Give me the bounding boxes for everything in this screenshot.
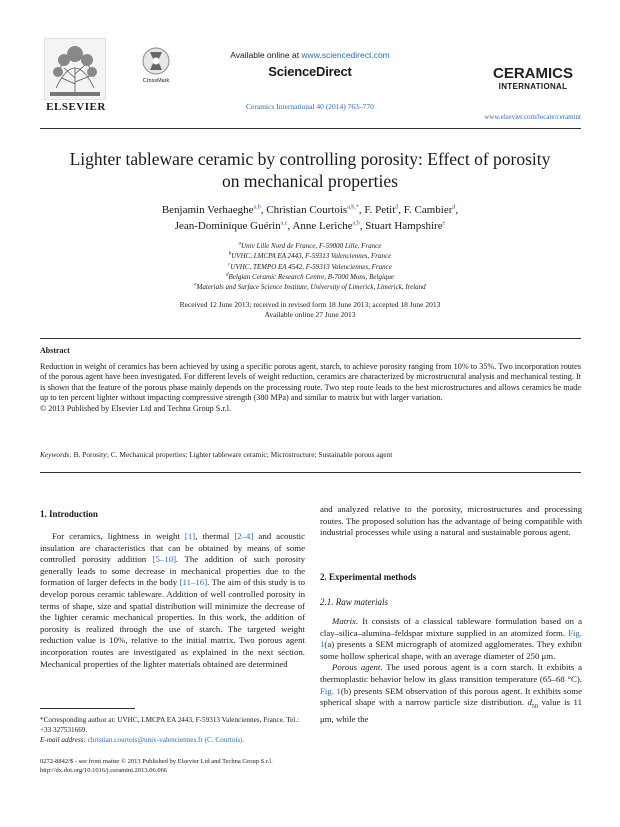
citation-link[interactable]: [5–10] xyxy=(152,554,177,565)
author-name: Anne Leriche xyxy=(292,220,353,232)
title-divider xyxy=(40,338,581,339)
author-affiliation-link[interactable]: d xyxy=(395,204,399,211)
author-affiliation-link[interactable]: a,c xyxy=(280,220,288,227)
affiliation-marker: e xyxy=(194,282,197,288)
affiliation-item xyxy=(80,282,540,292)
affiliation-text: Belgian Ceramic Research Centre, B-7000 Mons, Belgique xyxy=(228,272,394,281)
matrix-paragraph xyxy=(320,616,582,662)
abstract-text: Reduction in weight of ceramics has been achieved by using a specific porous agent, starch, to achieve porosity ranging from 10% to 35%. Two incorporation routes of the porous agent have been investigated. For different levels of weight reduction, ceramics are characterized by microstructural analysis and mechanical testing. It is shown that the feature of the porous phase mainly depends on the processing route. Two step route leads to the best microstructures and allows ceramics be made up to ten percent lighter without impacting compressive strength (380 MPa) and similar to matrix but with larger variation. xyxy=(40,362,581,403)
matrix-text: It consists of a classical tableware formulation based on a clay–silica–alumina–feldspar mixture supplied in an atomized form. xyxy=(320,616,582,638)
email-label: E-mail address: xyxy=(40,736,88,744)
figure-link[interactable]: Fig. 1 xyxy=(320,685,341,696)
d50-symbol: d xyxy=(527,697,532,708)
intro-text: For ceramics, lightness in weight xyxy=(52,531,185,541)
abstract-divider xyxy=(40,472,581,473)
available-prefix: Available online at xyxy=(230,50,302,60)
author-name: Jean-Dominique Guérin xyxy=(174,220,281,232)
porous-agent-label: Porous agent. xyxy=(332,662,383,673)
affiliation-text: Univ Lille Nord de France, F-59000 Lille, France xyxy=(241,242,382,250)
elsevier-wordmark: ELSEVIER xyxy=(46,101,106,113)
front-matter-footer xyxy=(40,757,370,775)
article-title: Lighter tableware ceramic by controlling porosity: Effect of porosity on mechanical properties xyxy=(69,149,551,191)
abstract-heading: Abstract xyxy=(40,346,70,355)
abstract-copyright: © 2013 Published by Elsevier Ltd and Techna Group S.r.l. xyxy=(40,403,232,413)
author-separator: , xyxy=(358,204,365,216)
affiliation-item xyxy=(80,241,540,251)
author-name: Benjamin Verhaeghe xyxy=(161,204,254,216)
email-link[interactable]: christian.courtois@univ-valenciennes.fr (C. Courtois). xyxy=(87,736,245,744)
author-separator: , xyxy=(455,204,459,216)
author-name: F. Petit xyxy=(364,204,396,216)
affiliation-item xyxy=(80,262,540,272)
sciencedirect-logo: ScienceDirect xyxy=(268,64,352,79)
affiliation-marker: c xyxy=(228,262,231,268)
affiliation-item xyxy=(80,272,540,282)
sciencedirect-link[interactable]: www.sciencedirect.com xyxy=(301,50,390,60)
journal-url-link[interactable]: www.elsevier.com/locate/ceramint xyxy=(484,113,581,121)
citation-link[interactable]: [2–4] xyxy=(234,531,254,541)
author-separator: , xyxy=(359,220,366,232)
author-affiliation-link[interactable]: e xyxy=(442,220,446,227)
intro-text: , thermal xyxy=(195,531,235,541)
available-online-line xyxy=(200,50,420,60)
author-name: Christian Courtois xyxy=(266,204,348,216)
author-affiliation-link[interactable]: d xyxy=(452,204,456,211)
author-name: Stuart Hampshire xyxy=(365,220,443,232)
header-divider xyxy=(40,128,581,129)
author-affiliation-link[interactable]: a,b,* xyxy=(347,204,359,211)
received-dates: Received 12 June 2013; received in revised form 18 June 2013; accepted 18 June 2013 xyxy=(179,300,441,309)
author-affiliation-link[interactable]: a,b xyxy=(352,220,360,227)
porous-text: value is 11 μm, while the xyxy=(320,697,582,724)
left-column-text xyxy=(40,531,305,670)
affiliation-item xyxy=(80,251,540,261)
citation-link[interactable]: [1] xyxy=(184,531,196,541)
corresponding-author-footnote xyxy=(40,715,305,745)
affiliation-marker: a xyxy=(238,241,242,247)
right-column-text xyxy=(320,616,582,725)
crossmark-label: CrossMark xyxy=(142,78,170,84)
affiliation-list xyxy=(80,241,540,292)
author-list xyxy=(60,202,560,234)
affiliation-text: Materials and Surface Science Institute, University of Limerick, Limerick, Ireland xyxy=(196,283,426,292)
journal-reference-link[interactable]: Ceramics International 40 (2014) 763–770 xyxy=(246,102,374,111)
footnote-divider xyxy=(40,708,135,709)
crossmark-icon[interactable] xyxy=(142,47,170,75)
subsection-heading-raw-materials: 2.1. Raw materials xyxy=(320,597,389,607)
affiliation-text: UVHC, TEMPO EA 4542, F-59313 Valenciennes, France xyxy=(230,262,392,271)
author-separator: , xyxy=(260,204,267,216)
footnote-text: *Corresponding author at: UVHC, LMCPA EA 2443, F-59313 Valenciennes, France. Tel.: +33 327531669. xyxy=(40,716,300,734)
d50-subscript: 50 xyxy=(531,703,538,710)
porous-text: The used porous agent is a corn starch. It exhibits a thermoplastic behavior below its glass transition temperature (65–68 °C). xyxy=(320,662,582,684)
affiliation-text: UVHC, LMCPA EA 2443, F-59313 Valenciennes, France xyxy=(231,252,392,261)
front-matter-line: 0272-8842/$ - see front matter © 2013 Published by Elsevier Ltd and Techna Group S.r.l. xyxy=(40,758,273,765)
intro-continuation: and analyzed relative to the porosity, microstructures and processing routes. The proposed solution has the advantage of being compatible with industrial processes while using a natural and sustainable porous agent. xyxy=(320,504,582,538)
porous-text: (b) presents SEM observation of this porous agent. It exhibits some spherical shape with a narrow particle size distribution. xyxy=(320,685,582,708)
doi-link[interactable]: http://dx.doi.org/10.1016/j.ceramint.2013.06.066 xyxy=(40,767,168,774)
author-separator: , xyxy=(398,204,404,216)
affiliation-marker: b xyxy=(228,251,232,257)
journal-logo-subtitle: INTERNATIONAL xyxy=(498,82,568,91)
matrix-label: Matrix. xyxy=(332,616,359,626)
available-online-date: Available online 27 June 2013 xyxy=(264,310,356,319)
intro-text: . The aim of this study is to develop porous ceramic tableware. Addition of well controlled porosity in terms of shape, size and spatial distribution will minimize the decrease of the lighter ceramic mechanical properties. In this work, the addition of porosity is realized through the use of starch. The targeted weight reduction value is 10%, relative to the initial matrix. Two porous agent incorporation routes are investigated as explained in the next section. Mechanical properties of the lighter materials obtained are determined xyxy=(40,577,305,669)
author-name: F. Cambier xyxy=(403,204,453,216)
author-separator: , xyxy=(287,220,293,232)
right-column-continuation xyxy=(320,504,582,539)
matrix-text: (a) presents a SEM micrograph of atomized agglomerates. They exhibit some hollow spherical shape, with an average diameter of 250 μm. xyxy=(320,639,582,661)
abstract-body xyxy=(40,362,581,414)
keywords-text: B. Porosity; C. Mechanical properties; Lighter tableware ceramic; Microstructure; Sustainable porous agent xyxy=(71,450,393,459)
intro-text: and acoustic insulation are characteristics that can be obtained by means of some controlled porosity addition xyxy=(40,531,305,565)
intro-text: . The addition of such porosity generally leads to some decrease in mechanical properties due to the formation of larger defects in the body xyxy=(40,554,305,588)
author-affiliation-link[interactable]: a,b xyxy=(253,204,261,211)
section-heading-introduction: 1. Introduction xyxy=(40,509,98,519)
elsevier-tree-logo-icon xyxy=(44,38,106,100)
porous-agent-paragraph xyxy=(320,662,582,725)
affiliation-marker: d xyxy=(226,272,229,278)
citation-link[interactable]: [11–16] xyxy=(179,577,208,588)
keywords-label: Keywords: xyxy=(40,450,72,459)
figure-link[interactable]: Fig. 1 xyxy=(320,627,582,650)
journal-logo-title: CERAMICS xyxy=(492,65,573,82)
article-dates xyxy=(80,300,540,320)
intro-paragraph xyxy=(40,531,305,670)
keywords-line xyxy=(40,450,581,459)
section-heading-experimental: 2. Experimental methods xyxy=(320,572,417,582)
